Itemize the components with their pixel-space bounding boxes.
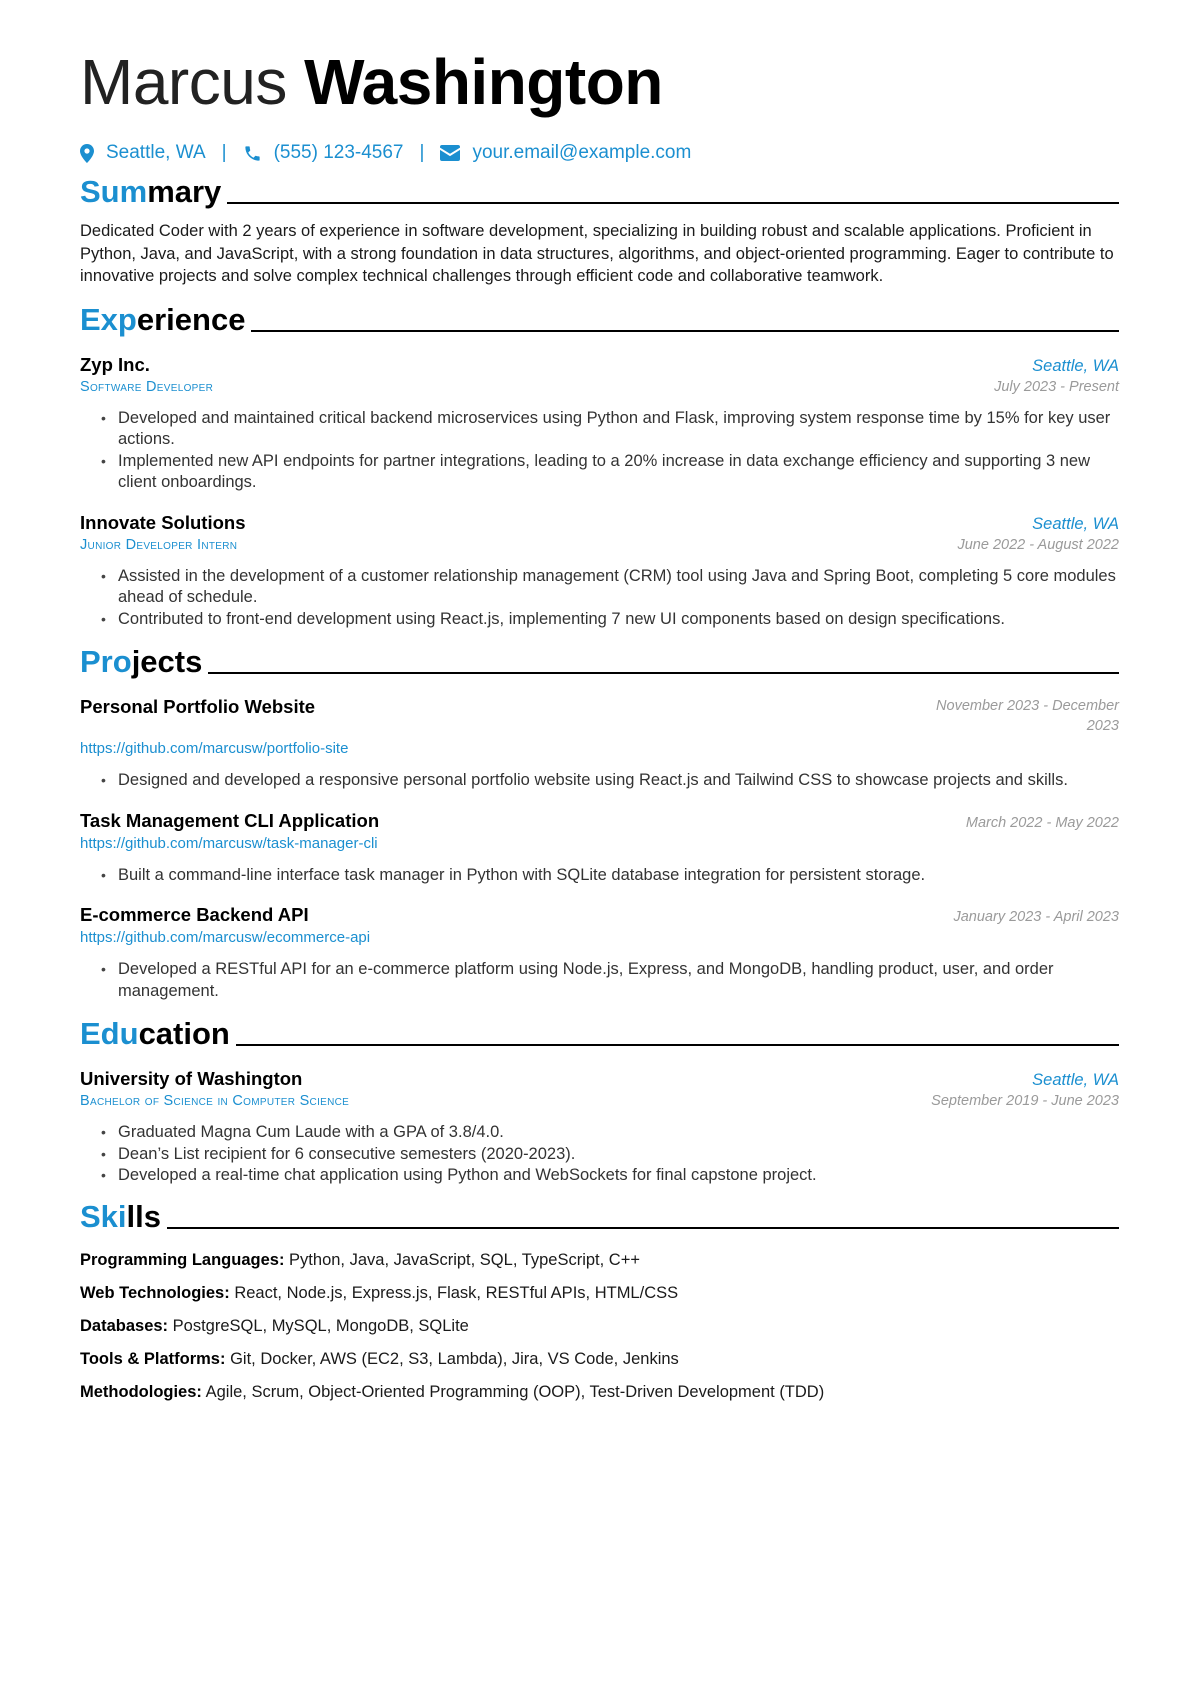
company-name: Zyp Inc. [80, 353, 150, 375]
section-rule [208, 672, 1119, 674]
section-header-education [80, 1016, 1119, 1052]
project-link[interactable]: https://github.com/marcusw/task-manager-cli [80, 834, 378, 852]
company-name: Innovate Solutions [80, 511, 246, 533]
bullet-item: • Developed a RESTful API for an e-commerce platform using Node.js, Express, and MongoDB, handling product, user, and order management. [101, 960, 1054, 1000]
section-title: Experience [80, 301, 246, 337]
phone-text: (555) 123-4567 [273, 142, 404, 163]
experience-entry [80, 354, 1119, 494]
summary-text: Dedicated Coder with 2 years of experience in software development, specializing in building robust and scalable applications. Proficient in Python, Java, and JavaScript, with a strong foundation in data structures, algorithms, and object-oriented programming. Eager to contribute to innovative projects and solve complex technical challenges through efficient code and collaborative teamwork. [80, 222, 1114, 285]
project-dates: January 2023 - April 2023 [953, 909, 1119, 925]
skill-row: Tools & Platforms: Git, Docker, AWS (EC2, S3, Lambda), Jira, VS Code, Jenkins [80, 1349, 679, 1368]
project-dates: November 2023 - December 2023 [936, 698, 1119, 734]
bullet-item: • Designed and developed a responsive personal portfolio website using React.js and Tailwind CSS to showcase projects and skills. [101, 771, 1068, 789]
job-location: Seattle, WA [1032, 514, 1119, 533]
contact-email[interactable] [440, 140, 691, 166]
bullet-list [80, 1122, 1119, 1187]
bullet-item: • Graduated Magna Cum Laude with a GPA of 3.8/4.0. [101, 1123, 504, 1141]
contact-location [80, 140, 206, 166]
section-title: Skills [80, 1198, 161, 1234]
section-header-summary [80, 174, 1119, 210]
school-location: Seattle, WA [1032, 1071, 1119, 1089]
project-name: Task Management CLI Application [80, 809, 380, 831]
last-name: Washington [304, 46, 663, 118]
job-role: Junior Developer Intern [80, 536, 238, 553]
section-header-projects [80, 644, 1119, 680]
section-header-experience [80, 302, 1119, 338]
project-name: E-commerce Backend API [80, 904, 309, 925]
bullet-list [80, 566, 1119, 631]
bullet-item: • Assisted in the development of a customer relationship management (CRM) tool using Java and Spring Boot, completing 5 core modules ahead of schedule. [101, 566, 1116, 606]
project-entry [80, 696, 1119, 792]
degree: Bachelor of Science in Computer Science [80, 1093, 350, 1109]
contact-separator: | [419, 142, 425, 163]
education-dates: September 2019 - June 2023 [931, 1093, 1119, 1109]
section-rule [251, 330, 1119, 332]
skills-list [80, 1249, 1119, 1403]
bullet-item: • Developed and maintained critical backend microservices using Python and Flask, improving system response time by 15% for key user actions. [101, 408, 1111, 448]
skill-row: Databases: PostgreSQL, MySQL, MongoDB, SQLite [80, 1316, 469, 1335]
skill-row: Web Technologies: React, Node.js, Express.js, Flask, RESTful APIs, HTML/CSS [80, 1283, 679, 1302]
bullet-item: • Contributed to front-end development using React.js, implementing 7 new UI components based on design specifications. [101, 609, 1005, 628]
phone-icon [243, 144, 262, 163]
contact-separator: | [221, 142, 227, 163]
school-name: University of Washington [80, 1068, 303, 1089]
project-link[interactable]: https://github.com/marcusw/ecommerce-api [80, 929, 371, 946]
bullet-item: • Built a command-line interface task manager in Python with SQLite database integration for persistent storage. [101, 865, 926, 884]
bullet-item: • Dean’s List recipient for 6 consecutive semesters (2020-2023). [101, 1144, 576, 1163]
first-name: Marcus [80, 46, 287, 118]
education-entry [80, 1068, 1119, 1187]
section-rule [167, 1227, 1119, 1229]
section-rule [236, 1044, 1119, 1046]
project-link[interactable]: https://github.com/marcusw/portfolio-site [80, 740, 349, 757]
project-entry [80, 810, 1119, 887]
bullet-list [80, 770, 1119, 792]
map-marker-icon [80, 144, 94, 163]
job-dates: July 2023 - Present [994, 378, 1119, 395]
candidate-name [80, 38, 1119, 126]
project-entry [80, 904, 1119, 1002]
section-rule [227, 202, 1119, 204]
contact-phone[interactable] [243, 140, 404, 166]
bullet-item: • Implemented new API endpoints for partner integrations, leading to a 20% increase in data exchange efficiency and supporting 3 new client onboardings. [101, 451, 1090, 491]
bullet-list [80, 959, 1119, 1002]
location-text: Seattle, WA [106, 142, 206, 163]
skill-row: Programming Languages: Python, Java, JavaScript, SQL, TypeScript, C++ [80, 1250, 640, 1269]
section-header-skills [80, 1199, 1119, 1235]
project-dates: March 2022 - May 2022 [965, 814, 1119, 831]
email-text: your.email@example.com [472, 142, 692, 163]
section-title: Projects [80, 644, 203, 679]
section-title: Summary [80, 174, 222, 209]
bullet-list [80, 865, 1119, 887]
envelope-icon [440, 145, 460, 161]
section-title: Education [80, 1016, 230, 1051]
skill-row: Methodologies: Agile, Scrum, Object-Oriented Programming (OOP), Test-Driven Development (TDD) [80, 1382, 825, 1401]
bullet-item: • Developed a real-time chat application using Python and WebSockets for final capstone project. [101, 1166, 817, 1184]
project-name: Personal Portfolio Website [80, 696, 316, 717]
job-role: Software Developer [80, 378, 214, 395]
contact-line [80, 140, 1119, 166]
job-dates: June 2022 - August 2022 [957, 536, 1119, 553]
bullet-list [80, 408, 1119, 494]
job-location: Seattle, WA [1032, 356, 1119, 375]
experience-entry [80, 512, 1119, 631]
